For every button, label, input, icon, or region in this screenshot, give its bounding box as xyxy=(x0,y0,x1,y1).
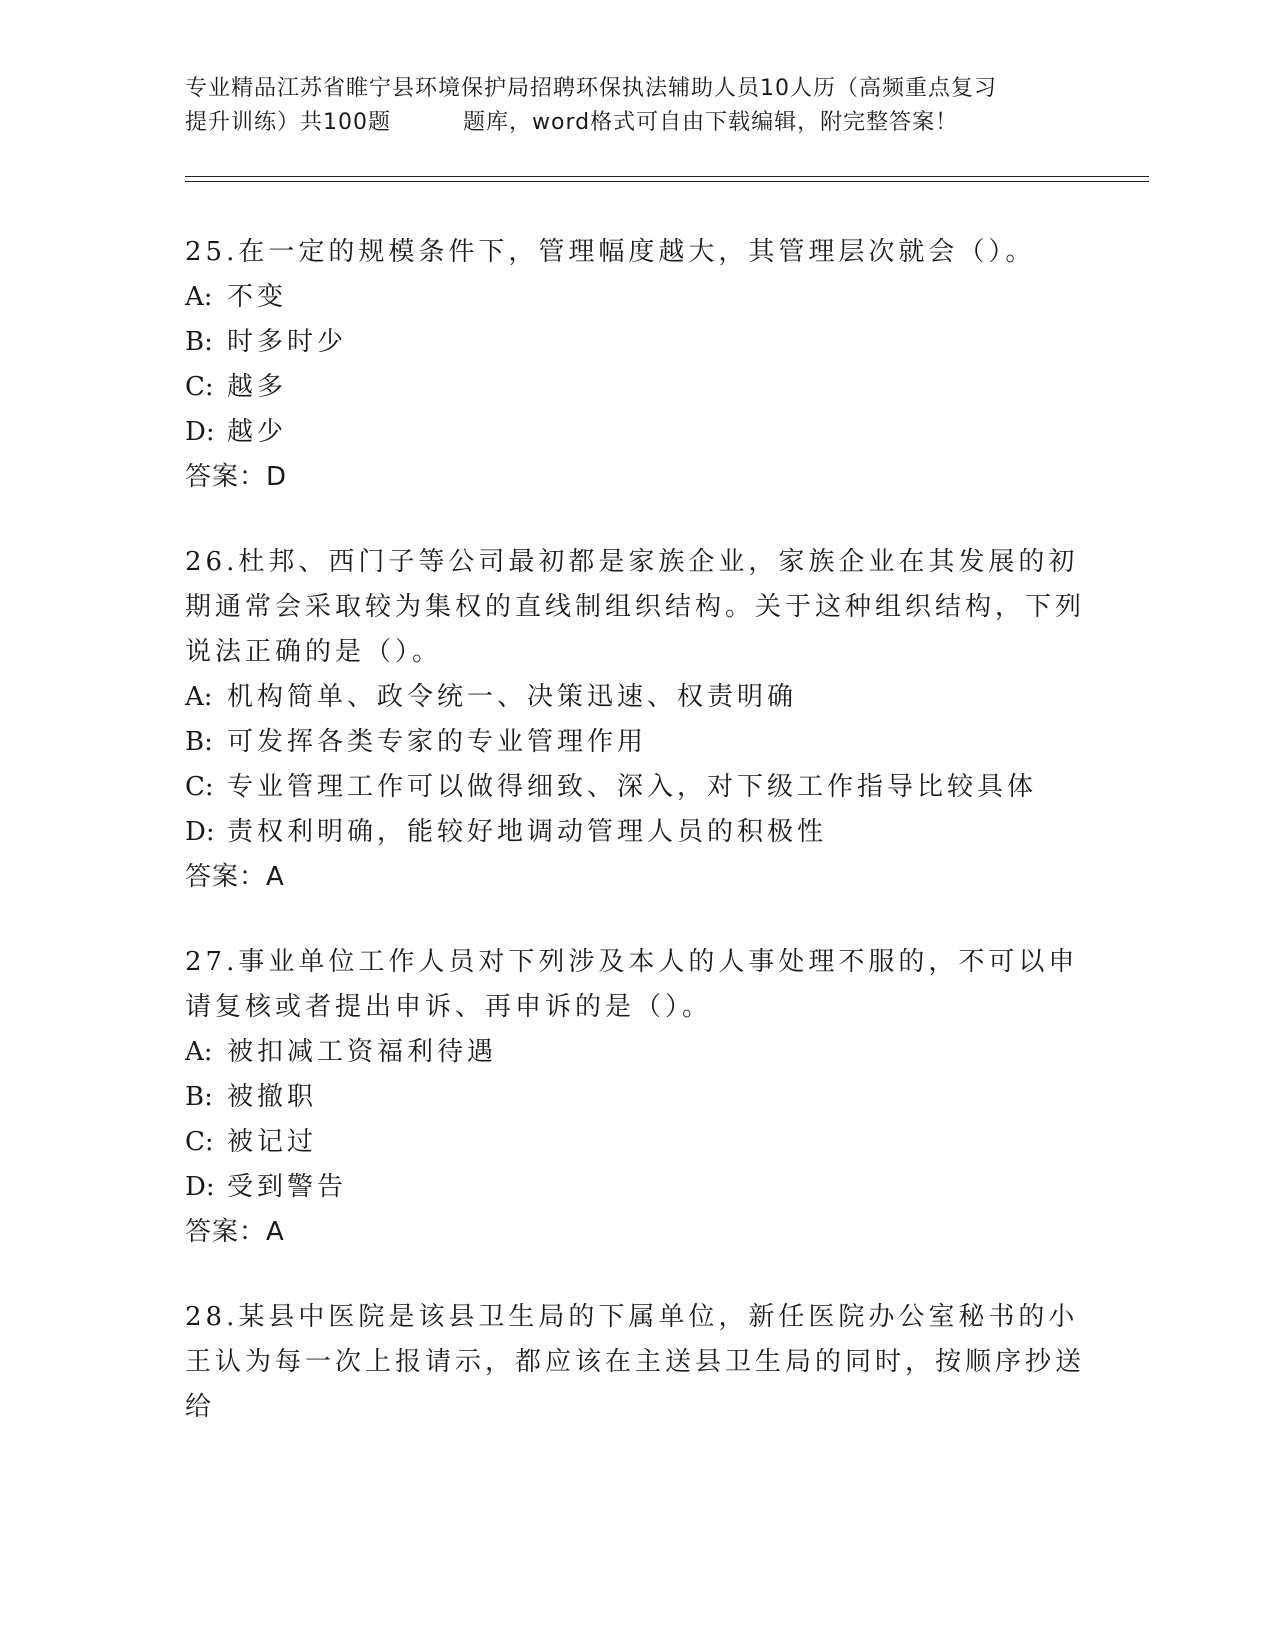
option-key: B: xyxy=(185,727,213,757)
option-key: B: xyxy=(185,1082,213,1112)
option-b xyxy=(185,320,1085,365)
answer-line: 答案：D xyxy=(185,462,288,492)
option-d xyxy=(185,1165,1085,1210)
option-text: 责权利明确，能较好地调动管理人员的积极性 xyxy=(227,817,828,847)
document-header xyxy=(185,72,1085,140)
option-a xyxy=(185,275,1085,320)
option-d xyxy=(185,810,1085,855)
option-key: D: xyxy=(185,417,215,447)
option-c xyxy=(185,365,1085,410)
option-c xyxy=(185,1120,1085,1165)
question-list xyxy=(185,230,1085,1470)
option-key: C: xyxy=(185,1127,214,1157)
question-stem: 28.某县中医院是该县卫生局的下属单位，新任医院办公室秘书的小王认为每一次上报请示，都应该在主送县卫生局的同时，按顺序抄送给 xyxy=(185,1302,1086,1422)
option-b xyxy=(185,1075,1085,1120)
header-title-line-1: 专业精品江苏省睢宁县环境保护局招聘环保执法辅助人员10人历（高频重点复习 xyxy=(185,76,997,101)
option-key: C: xyxy=(185,372,214,402)
option-text: 不变 xyxy=(227,282,288,312)
answer-line: 答案：A xyxy=(185,1217,285,1247)
option-key: D: xyxy=(185,1172,215,1202)
option-key: A: xyxy=(185,1037,213,1067)
option-text: 越多 xyxy=(227,372,288,402)
question-28 xyxy=(185,1295,1085,1430)
answer-line: 答案：A xyxy=(185,862,285,892)
question-27 xyxy=(185,940,1085,1255)
option-text: 被记过 xyxy=(227,1127,318,1157)
question-stem: 25.在一定的规模条件下，管理幅度越大，其管理层次就会（）。 xyxy=(185,237,1036,267)
header-title-line-2 xyxy=(185,106,1085,140)
option-text: 被扣减工资福利待遇 xyxy=(227,1037,498,1067)
question-stem: 26.杜邦、西门子等公司最初都是家族企业，家族企业在其发展的初期通常会采取较为集权的直线制组织结构。关于这种组织结构，下列说法正确的是（）。 xyxy=(185,547,1086,667)
option-key: D: xyxy=(185,817,215,847)
option-text: 专业管理工作可以做得细致、深入，对下级工作指导比较具体 xyxy=(227,772,1038,802)
option-d xyxy=(185,410,1085,455)
option-key: A: xyxy=(185,282,213,312)
option-text: 被撤职 xyxy=(227,1082,318,1112)
question-stem: 27.事业单位工作人员对下列涉及本人的人事处理不服的，不可以申请复核或者提出申诉、再申诉的是（）。 xyxy=(185,947,1079,1022)
option-key: C: xyxy=(185,772,214,802)
option-a xyxy=(185,1030,1085,1075)
option-text: 机构简单、政令统一、决策迅速、权责明确 xyxy=(227,682,798,712)
header-title-part-2: 题库，word格式可自由下载编辑，附完整答案！ xyxy=(463,110,959,135)
option-key: A: xyxy=(185,682,213,712)
header-divider-bottom xyxy=(185,181,1149,182)
option-b xyxy=(185,720,1085,765)
header-title-part-1: 提升训练）共100题 xyxy=(185,110,391,135)
option-text: 越少 xyxy=(227,417,288,447)
header-divider-top xyxy=(185,176,1149,177)
option-text: 时多时少 xyxy=(227,327,348,357)
question-25 xyxy=(185,230,1085,500)
option-c xyxy=(185,765,1085,810)
option-key: B: xyxy=(185,327,213,357)
option-a xyxy=(185,675,1085,720)
option-text: 可发挥各类专家的专业管理作用 xyxy=(227,727,648,757)
question-26 xyxy=(185,540,1085,900)
option-text: 受到警告 xyxy=(227,1172,348,1202)
